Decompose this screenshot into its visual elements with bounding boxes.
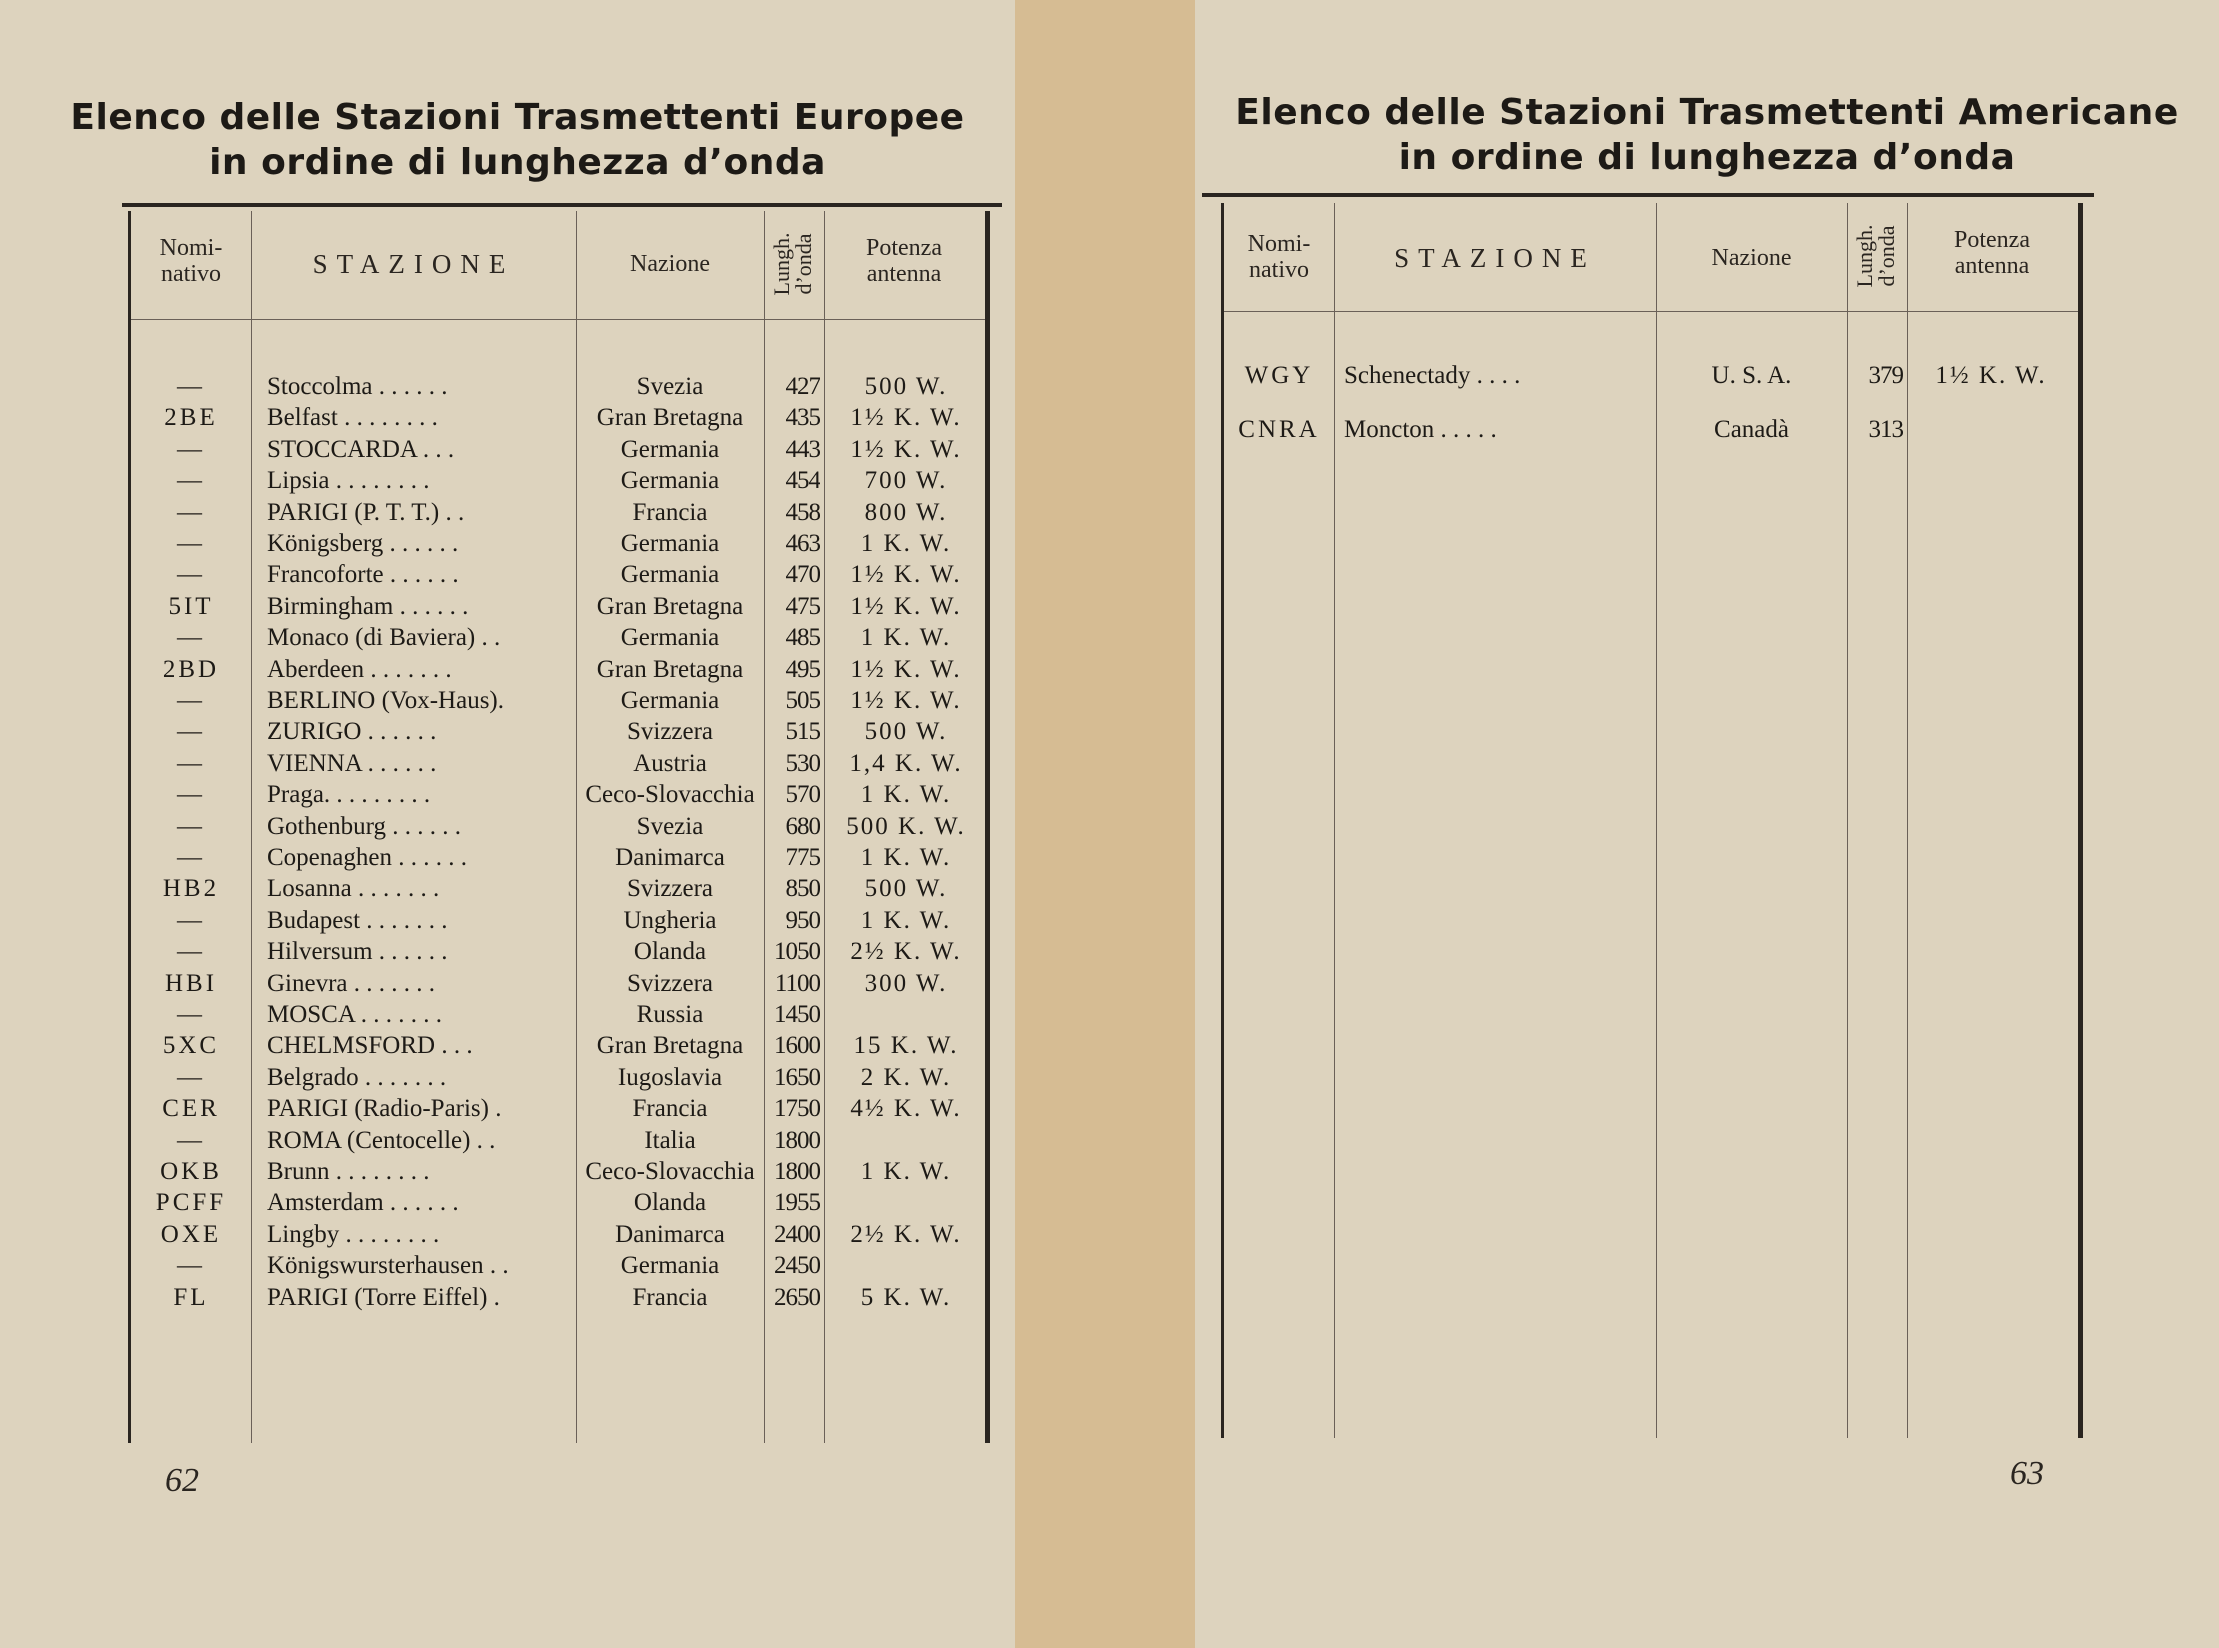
cell-naz: Svezia	[636, 812, 704, 840]
cell-lun: 427	[785, 373, 820, 400]
cell-nom: PCFF	[155, 1189, 227, 1217]
table-row	[131, 1030, 985, 1061]
cell-nom: 2BE	[164, 404, 218, 432]
cell-sta: Belgrado . . . . . . .	[267, 1063, 447, 1091]
page-number-right: 63	[2010, 1455, 2044, 1492]
cell-pot: 1 K. W.	[860, 1158, 952, 1185]
table-row	[131, 402, 985, 433]
cell-pot: 2½ K. W.	[850, 938, 962, 966]
cell-nom: —	[177, 1063, 205, 1091]
cell-sta: Budapest . . . . . . .	[267, 906, 448, 934]
cell-lun: 775	[785, 844, 820, 871]
cell-naz: Italia	[644, 1126, 696, 1154]
cell-sta: Stoccolma . . . . . .	[267, 373, 448, 400]
cell-naz: Svezia	[636, 373, 704, 400]
cell-sta: VIENNA . . . . . .	[267, 749, 437, 777]
header-text: nativo	[1249, 257, 1309, 283]
cell-naz: Svizzera	[626, 969, 714, 997]
table-row	[131, 905, 985, 936]
table-row	[131, 528, 985, 559]
cell-pot: 1½ K. W.	[1935, 362, 2047, 389]
header-lunghezza	[771, 218, 817, 310]
header-text: Potenza	[866, 235, 942, 261]
cell-lun: 2450	[774, 1252, 820, 1280]
cell-naz: Germania	[620, 624, 720, 652]
left-top-rule	[122, 203, 1002, 207]
cell-nom: FL	[173, 1283, 209, 1311]
cell-naz: Olanda	[633, 1189, 707, 1217]
header-text: nativo	[161, 261, 221, 287]
cell-lun: 443	[785, 435, 820, 463]
cell-lun: 570	[785, 781, 820, 809]
cell-sta: Ginevra . . . . . . .	[267, 969, 436, 997]
cell-naz: Danimarca	[615, 844, 725, 871]
cell-pot: 1 K. W.	[860, 781, 952, 809]
cell-naz: Germania	[620, 561, 720, 589]
cell-pot: 300 W.	[864, 969, 948, 997]
header-text: Nomi-	[1247, 231, 1311, 257]
cell-naz: Svizzera	[626, 718, 714, 746]
table-row	[131, 873, 985, 904]
cell-pot: 800 W.	[864, 498, 948, 526]
cell-pot: 500 W.	[864, 718, 948, 746]
cell-pot: 500 K. W.	[846, 812, 966, 840]
table-row	[131, 559, 985, 590]
cell-lun: 379	[1868, 362, 1903, 389]
cell-nom: 2BD	[162, 655, 220, 683]
table-row	[131, 654, 985, 685]
cell-lun: 2400	[774, 1220, 820, 1248]
right-title-line2: in ordine di lunghezza d’onda	[1398, 137, 2016, 178]
cell-pot: 700 W.	[864, 467, 948, 495]
cell-nom: WGY	[1244, 362, 1314, 389]
header-text: Potenza	[1954, 227, 2030, 253]
table-row	[131, 591, 985, 622]
cell-lun: 505	[785, 687, 820, 714]
cell-sta: Gothenburg . . . . . .	[267, 812, 461, 840]
cell-sta: Belfast . . . . . . . .	[267, 404, 438, 432]
cell-sta: Praga. . . . . . . . .	[267, 781, 431, 809]
cell-sta: Brunn . . . . . . . .	[267, 1158, 430, 1185]
cell-nom: —	[177, 781, 205, 809]
cell-pot: 1½ K. W.	[850, 592, 962, 620]
cell-naz: Canadà	[1714, 416, 1789, 443]
cell-naz: Ceco-Slovacchia	[585, 1158, 755, 1185]
header-text: Lungh.	[1852, 224, 1877, 288]
table-row	[131, 1062, 985, 1093]
cell-pot: 1½ K. W.	[850, 561, 962, 589]
cell-pot: 1,4 K. W.	[849, 749, 963, 777]
cell-lun: 495	[785, 655, 820, 683]
cell-nom: OXE	[160, 1220, 222, 1248]
header-potenza	[824, 235, 984, 287]
cell-naz: Germania	[620, 530, 720, 557]
header-nominativo	[1224, 231, 1334, 283]
cell-nom: —	[177, 1001, 205, 1028]
cell-pot: 4½ K. W.	[850, 1095, 962, 1123]
cell-lun: 470	[785, 561, 820, 589]
cell-naz: Francia	[632, 1095, 708, 1123]
cell-naz: Ceco-Slovacchia	[585, 781, 755, 809]
cell-nom: —	[177, 844, 205, 871]
table-row	[131, 1125, 985, 1156]
cell-naz: Germania	[620, 687, 720, 714]
cell-sta: PARIGI (Radio-Paris) .	[267, 1095, 502, 1123]
header-rule	[1224, 311, 2078, 312]
cell-nom: CER	[162, 1095, 220, 1123]
cell-pot: 1 K. W.	[860, 624, 952, 652]
cell-lun: 515	[785, 718, 820, 746]
cell-nom: OKB	[160, 1158, 222, 1185]
left-title	[0, 95, 1015, 185]
table-row	[131, 1156, 985, 1187]
header-nazione: Nazione	[1711, 245, 1792, 271]
cell-nom: —	[177, 467, 205, 495]
table-row	[131, 999, 985, 1030]
cell-sta: Francoforte . . . . . .	[267, 561, 459, 589]
cell-pot: 1 K. W.	[860, 906, 952, 934]
cell-lun: 1450	[774, 1001, 820, 1028]
cell-lun: 2650	[774, 1283, 820, 1311]
cell-naz: Russia	[636, 1001, 704, 1028]
cell-lun: 458	[785, 498, 820, 526]
cell-naz: Olanda	[633, 938, 707, 966]
table-row	[131, 1219, 985, 1250]
cell-pot: 1 K. W.	[860, 530, 952, 557]
table-row	[131, 811, 985, 842]
cell-nom: —	[177, 812, 205, 840]
cell-sta: Losanna . . . . . . .	[267, 875, 440, 903]
right-page	[1195, 0, 2219, 1648]
table-row	[131, 842, 985, 873]
cell-nom: 5XC	[162, 1032, 220, 1060]
book-gutter	[1015, 0, 1195, 1648]
cell-sta: Amsterdam . . . . . .	[267, 1189, 459, 1217]
table-row	[131, 968, 985, 999]
left-table	[128, 211, 990, 1443]
header-stazione: STAZIONE	[312, 249, 515, 279]
cell-naz: Gran Bretagna	[596, 655, 744, 683]
cell-lun: 680	[785, 812, 820, 840]
header-text: antenna	[866, 261, 942, 287]
cell-naz: Danimarca	[615, 1220, 725, 1248]
cell-pot: 2½ K. W.	[850, 1220, 962, 1248]
cell-lun: 1750	[774, 1095, 820, 1123]
cell-lun: 1650	[774, 1063, 820, 1091]
header-text: Nomi-	[159, 235, 223, 261]
cell-pot: 2 K. W.	[860, 1063, 952, 1091]
cell-naz: Germania	[620, 435, 720, 463]
cell-lun: 850	[785, 875, 820, 903]
cell-nom: CNRA	[1238, 416, 1320, 443]
cell-sta: Lipsia . . . . . . . .	[267, 467, 430, 495]
cell-sta: Schenectady . . . .	[1344, 362, 1521, 389]
header-text: d’onda	[1874, 225, 1899, 287]
cell-lun: 1100	[774, 969, 820, 997]
cell-nom: —	[177, 906, 205, 934]
cell-pot: 1½ K. W.	[850, 435, 962, 463]
table-row	[131, 1250, 985, 1281]
cell-sta: MOSCA . . . . . . .	[267, 1001, 443, 1028]
cell-sta: Birmingham . . . . . .	[267, 592, 469, 620]
cell-pot: 1½ K. W.	[850, 655, 962, 683]
cell-pot: 1 K. W.	[860, 844, 952, 871]
cell-naz: Svizzera	[626, 875, 714, 903]
cell-sta: BERLINO (Vox-Haus).	[267, 687, 505, 714]
cell-pot: 5 K. W.	[860, 1283, 952, 1311]
cell-lun: 1600	[774, 1032, 820, 1060]
cell-sta: ZURIGO . . . . . .	[267, 718, 437, 746]
cell-sta: Copenaghen . . . . . .	[267, 844, 467, 871]
cell-pot: 1½ K. W.	[850, 687, 962, 714]
cell-lun: 475	[785, 592, 820, 620]
cell-lun: 530	[785, 749, 820, 777]
left-title-line2: in ordine di lunghezza d’onda	[209, 142, 826, 183]
cell-lun: 950	[785, 906, 820, 934]
cell-sta: Aberdeen . . . . . . .	[267, 655, 452, 683]
cell-naz: Gran Bretagna	[596, 592, 744, 620]
cell-nom: —	[177, 938, 205, 966]
cell-lun: 1800	[774, 1158, 820, 1185]
cell-lun: 1050	[774, 938, 820, 966]
cell-naz: U. S. A.	[1711, 362, 1792, 389]
left-title-line1: Elenco delle Stazioni Trasmettenti Europee	[70, 97, 965, 138]
cell-sta: Moncton . . . . .	[1344, 416, 1497, 443]
cell-nom: —	[177, 718, 205, 746]
cell-nom: —	[177, 749, 205, 777]
table-row	[131, 497, 985, 528]
table-row	[131, 936, 985, 967]
header-lunghezza	[1854, 210, 1900, 302]
cell-naz: Ungheria	[623, 906, 717, 934]
header-potenza	[1907, 227, 2077, 279]
cell-pot: 500 W.	[864, 373, 948, 400]
cell-nom: —	[177, 1126, 205, 1154]
right-title	[1195, 90, 2219, 180]
header-nominativo	[131, 235, 251, 287]
cell-sta: STOCCARDA . . .	[267, 435, 455, 463]
cell-lun: 435	[785, 404, 820, 432]
cell-lun: 454	[785, 467, 820, 495]
cell-sta: Königswursterhausen . .	[267, 1252, 509, 1280]
cell-nom: —	[177, 1252, 205, 1280]
header-text: d’onda	[791, 233, 816, 295]
header-text: antenna	[1954, 253, 2030, 279]
cell-naz: Gran Bretagna	[596, 1032, 744, 1060]
header-text: Lungh.	[769, 232, 794, 296]
table-row	[131, 434, 985, 465]
cell-lun: 1800	[774, 1126, 820, 1154]
header-stazione: STAZIONE	[1394, 243, 1596, 273]
right-top-rule	[1202, 193, 2094, 197]
header-rule	[131, 319, 985, 320]
table-row	[131, 1093, 985, 1124]
cell-lun: 313	[1868, 416, 1903, 443]
cell-nom: —	[177, 373, 205, 400]
cell-nom: HB2	[162, 875, 220, 903]
table-row	[131, 779, 985, 810]
cell-lun: 463	[785, 530, 820, 557]
cell-naz: Germania	[620, 467, 720, 495]
table-row	[131, 1187, 985, 1218]
cell-nom: HBI	[164, 969, 218, 997]
cell-naz: Germania	[620, 1252, 720, 1280]
left-page	[0, 0, 1015, 1648]
right-title-line1: Elenco delle Stazioni Trasmettenti Americane	[1235, 92, 2179, 133]
table-row	[131, 716, 985, 747]
cell-pot: 15 K. W.	[853, 1032, 959, 1060]
cell-sta: ROMA (Centocelle) . .	[267, 1126, 496, 1154]
table-row	[131, 622, 985, 653]
cell-naz: Francia	[632, 1283, 708, 1311]
cell-nom: —	[177, 435, 205, 463]
table-row	[131, 465, 985, 496]
cell-lun: 1955	[774, 1189, 820, 1217]
cell-sta: Lingby . . . . . . . .	[267, 1220, 440, 1248]
cell-nom: —	[177, 561, 205, 589]
cell-naz: Francia	[632, 498, 708, 526]
cell-sta: Königsberg . . . . . .	[267, 530, 459, 557]
cell-sta: Hilversum . . . . . .	[267, 938, 448, 966]
cell-nom: 5IT	[168, 592, 214, 620]
table-row	[131, 371, 985, 402]
header-nazione: Nazione	[630, 251, 710, 277]
cell-sta: PARIGI (Torre Eiffel) .	[267, 1283, 500, 1311]
cell-nom: —	[177, 498, 205, 526]
cell-lun: 485	[785, 624, 820, 652]
page-number-left: 62	[165, 1462, 199, 1499]
cell-sta: Monaco (di Baviera) . .	[267, 624, 501, 652]
cell-nom: —	[177, 624, 205, 652]
cell-sta: PARIGI (P. T. T.) . .	[267, 498, 465, 526]
table-row	[131, 1282, 985, 1313]
cell-nom: —	[177, 530, 205, 557]
table-row	[131, 748, 985, 779]
cell-sta: CHELMSFORD . . .	[267, 1032, 473, 1060]
cell-pot: 500 W.	[864, 875, 948, 903]
cell-naz: Iugoslavia	[617, 1063, 723, 1091]
cell-naz: Austria	[633, 749, 707, 777]
cell-naz: Gran Bretagna	[596, 404, 744, 432]
table-row	[131, 685, 985, 716]
cell-nom: —	[177, 687, 205, 714]
table-row	[1224, 360, 2078, 391]
table-row	[1224, 414, 2078, 445]
cell-pot: 1½ K. W.	[850, 404, 962, 432]
right-table	[1221, 203, 2083, 1438]
